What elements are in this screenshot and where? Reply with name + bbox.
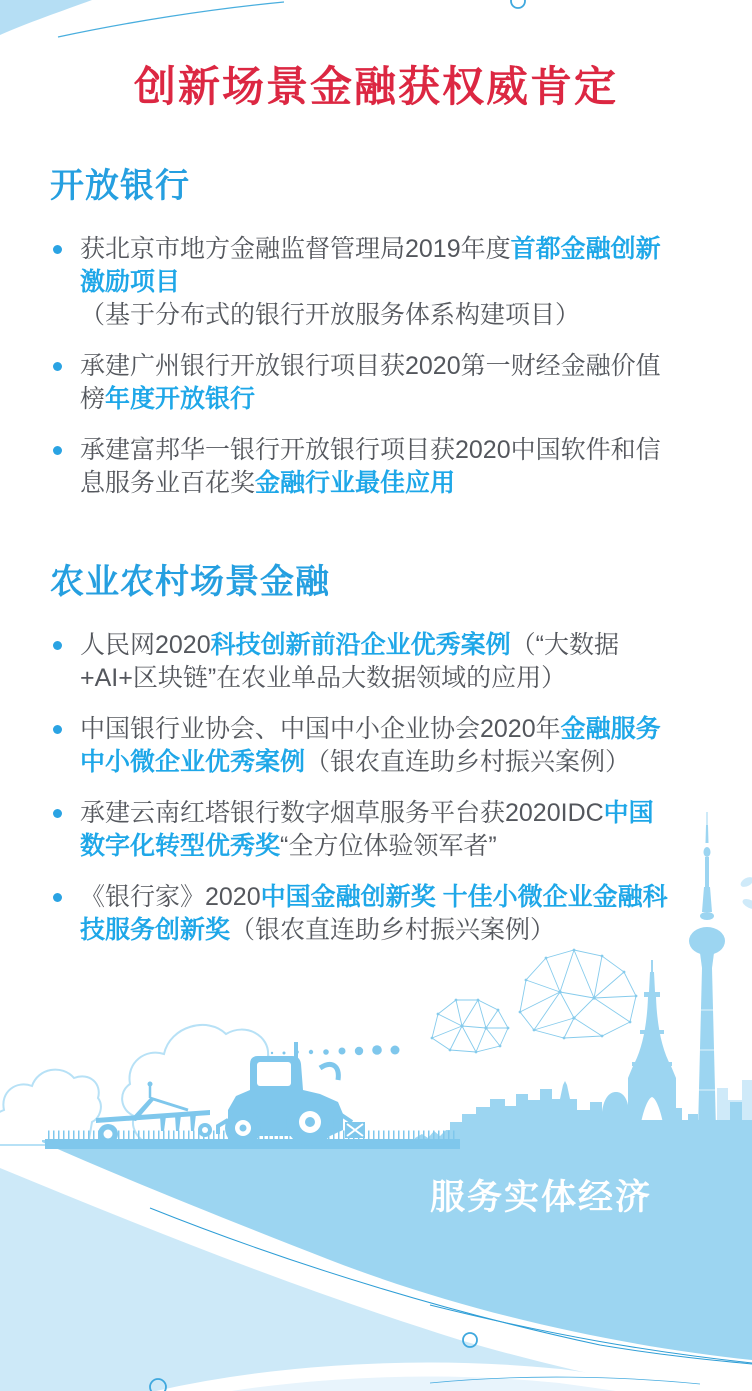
bullet-dot-icon: [53, 362, 62, 371]
highlight-text: 科技创新前沿企业优秀案例: [210, 631, 511, 659]
bullet-text: [80, 715, 661, 776]
footer-slogan: 服务实体经济: [430, 1178, 653, 1217]
bullet-dot-icon: [53, 641, 62, 650]
plain-text: 承建广州银行开放银行项目获2020第一财经金融价值榜: [80, 352, 661, 413]
bullet-text: [80, 631, 619, 692]
bullet-text: [80, 883, 668, 944]
bullet-item: [50, 797, 672, 863]
bullet-dot-icon: [53, 446, 62, 455]
plain-text: 承建富邦华一银行开放银行项目获2020中国软件和信息服务业百花奖: [80, 436, 661, 497]
highlight-text: 中国金融创新奖 十佳小微企业金融科技服务创新奖: [80, 883, 668, 944]
plain-text: 获北京市地方金融监督管理局2019年度: [80, 235, 511, 263]
highlight-text: 中国数字化转型优秀奖: [80, 799, 654, 860]
bullet-dot-icon: [53, 725, 62, 734]
bullet-list: [50, 233, 752, 500]
left-cloud-outline-icon: [0, 1070, 101, 1145]
section: [0, 518, 752, 965]
plain-text: （“大数据+AI+区块链”在农业单品大数据领域的应用）: [80, 631, 619, 692]
bullet-item: [50, 434, 672, 500]
highlight-text: 金融服务中小微企业优秀案例: [80, 715, 661, 776]
section-heading: 开放银行: [50, 167, 190, 205]
plain-text: 承建云南红塔银行数字烟草服务平台获2020IDC: [80, 799, 604, 827]
bullet-item: [50, 233, 672, 332]
plain-text: （银农直连助乡村振兴案例）: [230, 916, 556, 944]
bullet-text: [80, 799, 654, 860]
sections: [0, 112, 752, 965]
highlight-text: 年度开放银行: [105, 385, 256, 413]
bullet-item: [50, 713, 672, 779]
highlight-text: 首都金融创新激励项目: [80, 235, 661, 296]
bullet-text: [80, 436, 661, 497]
section: [0, 112, 752, 518]
plain-text: （基于分布式的银行开放服务体系构建项目）: [80, 301, 581, 329]
bullet-text: [80, 352, 661, 413]
bullet-item: [50, 350, 672, 416]
bullet-text: [80, 235, 661, 329]
mesh-cloud-small-icon: [431, 999, 510, 1054]
plain-text: 《银行家》2020: [80, 883, 261, 911]
bullet-item: [50, 881, 672, 947]
bullet-dot-icon: [53, 893, 62, 902]
highlight-text: 金融行业最佳应用: [255, 469, 456, 497]
dot-trail-icon: [271, 1045, 400, 1055]
page-title: 创新场景金融获权威肯定: [133, 63, 618, 110]
lattice-tower-icon: [628, 960, 676, 1135]
plain-text: “全方位体验领军者”: [280, 832, 497, 860]
bullet-dot-icon: [53, 809, 62, 818]
bullet-dot-icon: [53, 245, 62, 254]
plain-text: （银农直连助乡村振兴案例）: [305, 748, 631, 776]
bullet-item: [50, 629, 672, 695]
plain-text: 人民网2020: [80, 631, 211, 659]
plain-text: 中国银行业协会、中国中小企业协会2020年: [80, 715, 561, 743]
section-heading: 农业农村场景金融: [50, 563, 330, 601]
bullet-list: [50, 629, 752, 947]
